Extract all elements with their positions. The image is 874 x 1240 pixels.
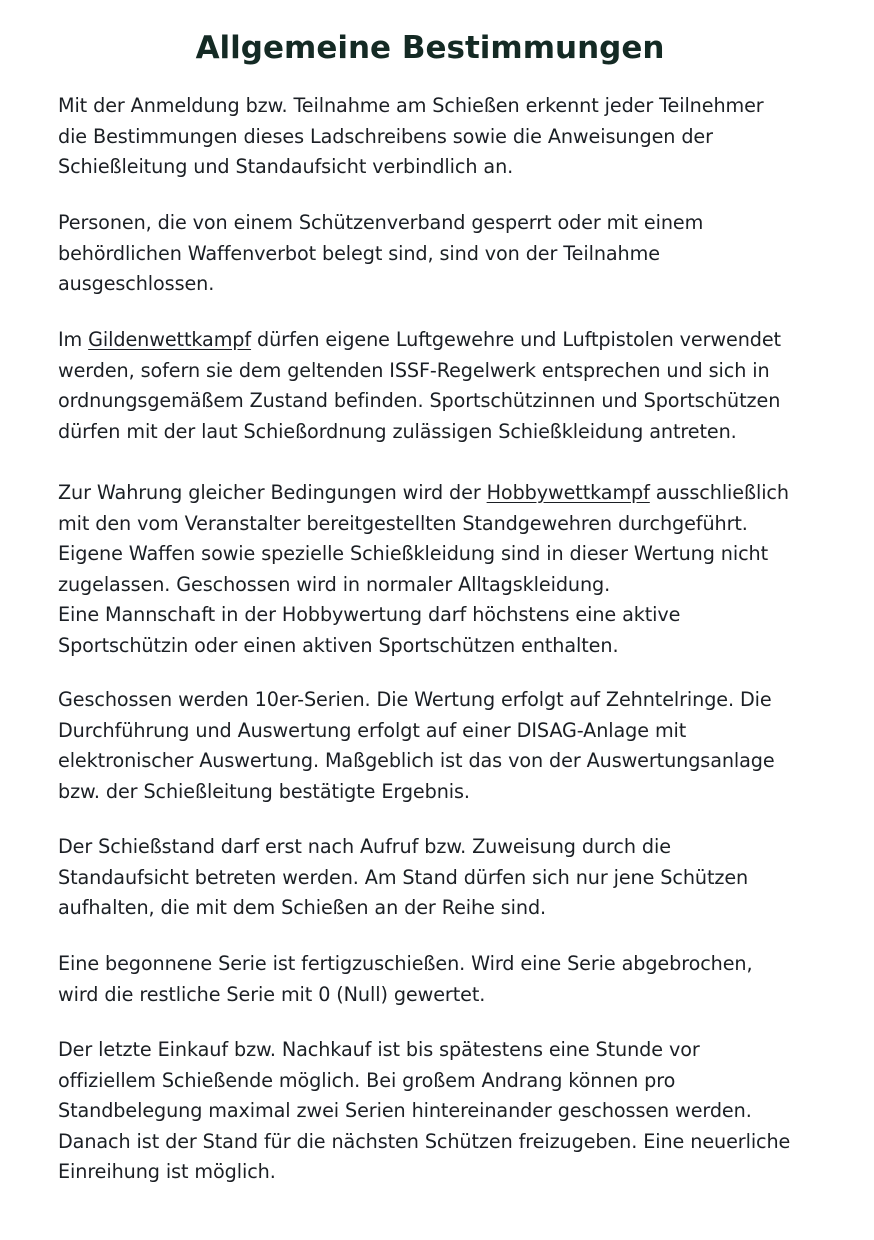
paragraph-exclusion [58, 208, 848, 300]
line-text: dürfen eigene Luftgewehre und Luftpistolen verwendet [251, 328, 781, 351]
paragraph-line: Geschossen werden 10er-Serien. Die Wertung erfolgt auf Zehntelringe. Die [58, 688, 772, 711]
page-title: Allgemeine Bestimmungen [195, 30, 665, 66]
paragraph-line: wird die restliche Serie mit 0 (Null) gewertet. [58, 982, 486, 1006]
paragraph-hobbywettkampf [58, 478, 848, 662]
line-text: ausschließlich [649, 481, 789, 504]
paragraph-line: elektronischer Auswertung. Maßgeblich ist das von der Auswertungsanlage [58, 749, 775, 773]
paragraph-line: Sportschützin oder einen aktiven Sportschützen enthalten. [58, 633, 619, 657]
hobbywettkampf-term: Hobbywettkampf [486, 481, 650, 504]
paragraph-gildenwettkampf [58, 325, 848, 447]
paragraph-line: Personen, die von einem Schützenverband gesperrt oder mit einem [58, 211, 704, 234]
paragraph-series [58, 949, 848, 1010]
line-text: Im [58, 328, 89, 351]
paragraph-line [58, 325, 848, 356]
paragraph-line: bzw. der Schießleitung bestätigte Ergebnis. [58, 779, 470, 803]
paragraph-line: zugelassen. Geschossen wird in normaler Alltagskleidung. [58, 572, 611, 596]
paragraph-line: werden, sofern sie dem geltenden ISSF-Regelwerk entsprechen und sich in [58, 358, 770, 382]
paragraph-line: offiziellem Schießende möglich. Bei großem Andrang können pro [58, 1068, 676, 1092]
paragraph-line: ordnungsgemäßem Zustand befinden. Sportschützinnen und Sportschützen [58, 389, 781, 413]
paragraph-purchase [58, 1035, 848, 1188]
paragraph-line [58, 478, 848, 509]
line-text: Zur Wahrung gleicher Bedingungen wird der [58, 481, 487, 504]
paragraph-line: Der letzte Einkauf bzw. Nachkauf ist bis spätestens eine Stunde vor [58, 1038, 700, 1061]
paragraph-line: Durchführung und Auswertung erfolgt auf einer DISAG-Anlage mit [58, 718, 687, 742]
paragraph-line: Eine begonnene Serie ist fertigzuschießen. Wird eine Serie abgebrochen, [58, 952, 753, 975]
paragraph-line: Danach ist der Stand für die nächsten Schützen freizugeben. Eine neuerliche [58, 1129, 791, 1153]
paragraph-line: Einreihung ist möglich. [58, 1160, 276, 1184]
paragraph-line: Mit der Anmeldung bzw. Teilnahme am Schießen erkennt jeder Teilnehmer [58, 94, 764, 117]
paragraph-range-access [58, 832, 848, 924]
paragraph-registration [58, 91, 848, 183]
paragraph-line: Standaufsicht betreten werden. Am Stand dürfen sich nur jene Schützen [58, 865, 749, 889]
paragraph-line: Standbelegung maximal zwei Serien hintereinander geschossen werden. [58, 1099, 752, 1123]
paragraph-line: Schießleitung und Standaufsicht verbindlich an. [58, 155, 514, 179]
paragraph-line: behördlichen Waffenverbot belegt sind, sind von der Teilnahme [58, 241, 660, 265]
paragraph-line: aufhalten, die mit dem Schießen an der Reihe sind. [58, 896, 547, 920]
paragraph-scoring [58, 685, 848, 807]
gildenwettkampf-term: Gildenwettkampf [88, 328, 252, 351]
paragraph-line: ausgeschlossen. [58, 272, 215, 296]
paragraph-line: Eigene Waffen sowie spezielle Schießkleidung sind in dieser Wertung nicht [58, 542, 769, 566]
paragraph-line: die Bestimmungen dieses Ladschreibens sowie die Anweisungen der [58, 124, 713, 148]
paragraph-line: Der Schießstand darf erst nach Aufruf bzw. Zuweisung durch die [58, 835, 671, 858]
paragraph-line: mit den vom Veranstalter bereitgestellten Standgewehren durchgeführt. [58, 511, 748, 535]
paragraph-line: Eine Mannschaft in der Hobbywertung darf höchstens eine aktive [58, 603, 681, 627]
paragraph-line: dürfen mit der laut Schießordnung zulässigen Schießkleidung antreten. [58, 419, 737, 443]
